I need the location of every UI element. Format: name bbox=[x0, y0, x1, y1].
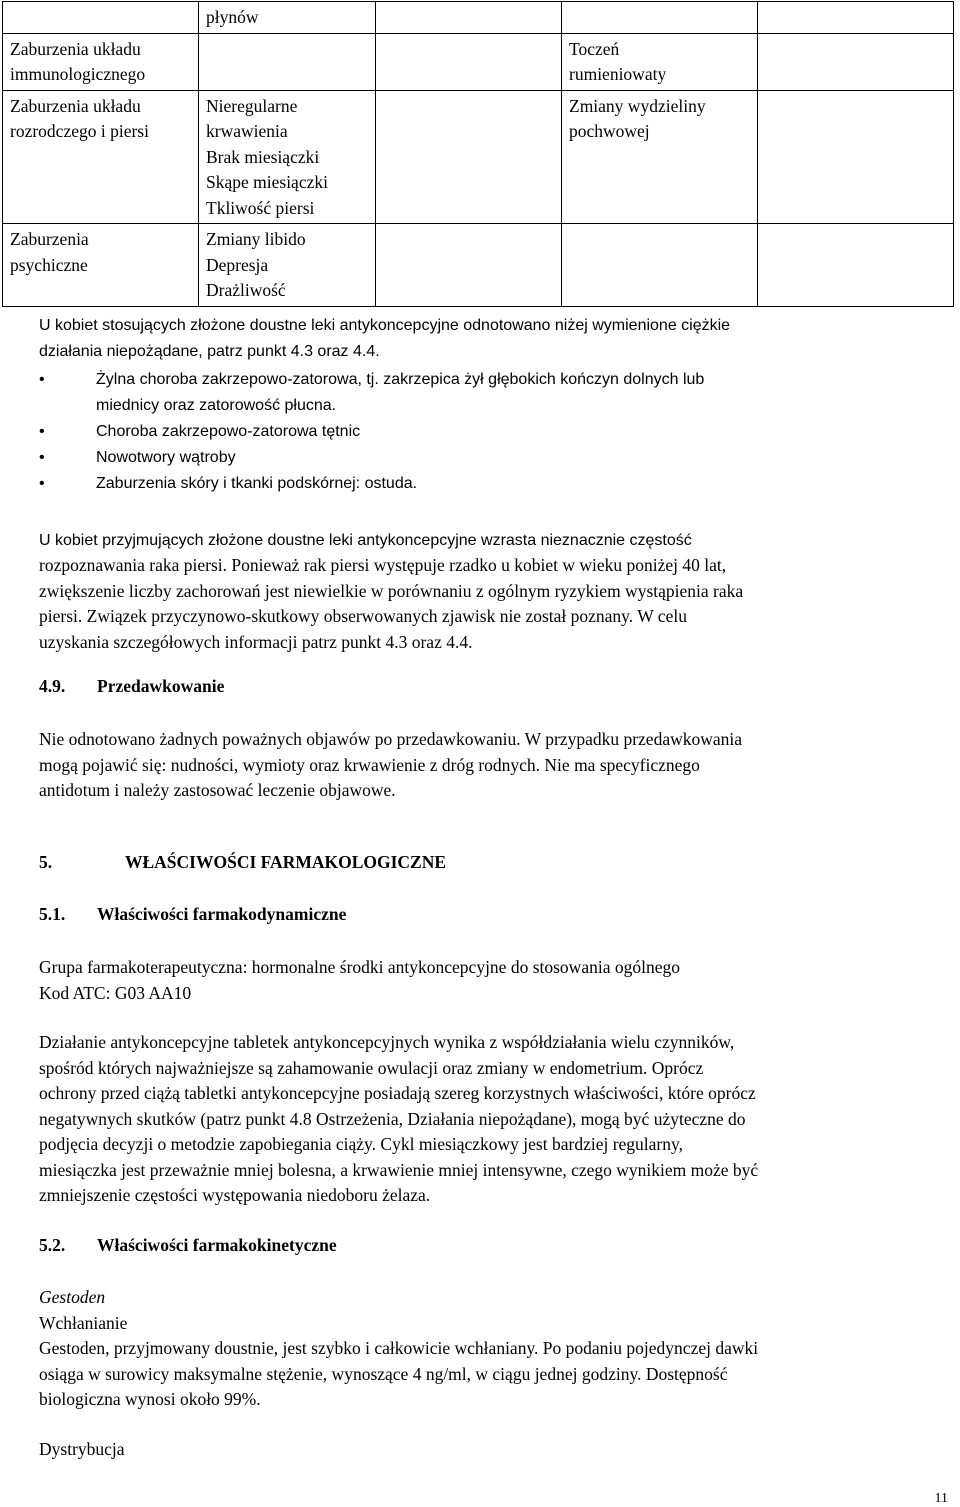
table-cell bbox=[3, 2, 199, 34]
section-title: Właściwości farmakodynamiczne bbox=[97, 904, 347, 924]
cell-text: Depresja bbox=[206, 254, 269, 275]
adverse-effects-list bbox=[39, 367, 919, 497]
table-cell bbox=[562, 33, 758, 90]
breast-cancer-paragraph bbox=[39, 528, 939, 554]
section-title: WŁAŚCIWOŚCI FARMAKOLOGICZNE bbox=[125, 852, 447, 872]
absorption-label: Wchłanianie bbox=[39, 1312, 128, 1333]
text-line: piersi. Związek przyczynowo-skutkowy obserwowanych zjawisk nie został poznany. W celu bbox=[39, 606, 687, 626]
list-item bbox=[39, 471, 919, 497]
cell-text: rumieniowaty bbox=[569, 64, 667, 84]
cell-text: Zmiany libido bbox=[206, 229, 306, 249]
table-cell bbox=[376, 224, 562, 307]
table-cell bbox=[758, 90, 954, 224]
text-line: miednicy oraz zatorowość płucna. bbox=[96, 397, 337, 414]
section-heading-5-1 bbox=[39, 904, 346, 925]
text-line: Żylna choroba zakrzepowo-zatorowa, tj. zakrzepica żył głębokich kończyn dolnych lub bbox=[96, 371, 705, 388]
section-number: 5.2. bbox=[39, 1235, 66, 1255]
list-item bbox=[39, 367, 919, 419]
table-cell bbox=[376, 33, 562, 90]
cell-text: krwawienia bbox=[206, 121, 288, 141]
cell-text: Zaburzenia układu bbox=[10, 38, 141, 59]
table-cell bbox=[758, 33, 954, 90]
table-cell bbox=[758, 2, 954, 34]
table-cell bbox=[199, 224, 376, 307]
section-title: Przedawkowanie bbox=[97, 676, 225, 696]
adverse-effects-table bbox=[2, 1, 954, 307]
page-number: 11 bbox=[934, 1491, 948, 1506]
table-cell bbox=[3, 90, 199, 224]
text-line: zmniejszenie częstości występowania niedoboru żelaza. bbox=[39, 1185, 431, 1205]
table-cell bbox=[562, 224, 758, 307]
text-line: Nowotwory wątroby bbox=[96, 449, 236, 466]
text-line: Zaburzenia skóry i tkanki podskórnej: ostuda. bbox=[96, 475, 418, 492]
cell-text: Tkliwość piersi bbox=[206, 197, 315, 218]
gestoden-subheading bbox=[39, 1285, 939, 1336]
text-line: U kobiet stosujących złożone doustne leki antykoncepcyjne odnotowano niżej wymienione ciężkie bbox=[39, 317, 731, 334]
bullet-icon: • bbox=[39, 449, 45, 466]
text-line: miesiączka jest przeważnie mniej bolesna, a krwawienie mniej intensywne, czego wynikiem może być bbox=[39, 1159, 759, 1180]
breast-cancer-paragraph-continued bbox=[39, 553, 939, 655]
cell-text: Skąpe miesiączki bbox=[206, 172, 328, 192]
cell-text: pochwowej bbox=[569, 121, 650, 141]
section-number: 5. bbox=[39, 852, 53, 872]
text-line: Grupa farmakoterapeutyczna: hormonalne środki antykoncepcyjne do stosowania ogólnego bbox=[39, 957, 680, 977]
section-heading-4-9 bbox=[39, 676, 224, 697]
table-cell bbox=[3, 33, 199, 90]
list-item bbox=[39, 445, 919, 471]
text-line: podjęcia decyzji o metodzie zapobiegania ciąży. Cykl miesiączkowy jest bardziej regularny, bbox=[39, 1134, 683, 1154]
bullet-icon: • bbox=[39, 423, 45, 440]
text-line: zwiększenie liczby zachorowań jest niewielkie w porównaniu z ogólnym ryzykiem wystąpienia raka bbox=[39, 580, 744, 601]
cell-text: płynów bbox=[206, 7, 259, 27]
contraceptive-action-paragraph bbox=[39, 1030, 939, 1209]
cell-text: Zaburzenia bbox=[10, 229, 89, 249]
text-line: rozpoznawania raka piersi. Ponieważ rak piersi występuje rzadko u kobiet w wieku poniżej 40 lat, bbox=[39, 555, 727, 575]
cell-text: psychiczne bbox=[10, 254, 88, 275]
text-line: Kod ATC: G03 AA10 bbox=[39, 982, 192, 1003]
overdose-paragraph bbox=[39, 727, 939, 804]
table-cell bbox=[758, 224, 954, 307]
section-heading-5 bbox=[39, 852, 446, 873]
text-line: ochrony przed ciążą tabletki antykoncepcyjne posiadają szereg korzystnych właściwości, które oprócz bbox=[39, 1083, 756, 1103]
table-cell bbox=[199, 33, 376, 90]
list-item bbox=[39, 419, 919, 445]
text-line: Gestoden, przyjmowany doustnie, jest szybko i całkowicie wchłaniany. Po podaniu pojedynczej dawki bbox=[39, 1338, 759, 1358]
text-line: negatywnych skutków (patrz punkt 4.8 Ostrzeżenia, Działania niepożądane), mogą być użyteczne do bbox=[39, 1108, 746, 1129]
cell-text: Toczeń bbox=[569, 38, 620, 59]
section-number: 4.9. bbox=[39, 676, 66, 696]
table-cell bbox=[376, 90, 562, 224]
text-line: osiąga w surowicy maksymalne stężenie, wynoszące 4 ng/ml, w ciągu jednej godziny. Dostępność bbox=[39, 1363, 728, 1384]
text-line: uzyskania szczegółowych informacji patrz punkt 4.3 oraz 4.4. bbox=[39, 631, 473, 652]
table-cell bbox=[199, 90, 376, 224]
table-row bbox=[3, 33, 954, 90]
text-line: U kobiet przyjmujących złożone doustne leki antykoncepcyjne wzrasta nieznacznie częstość bbox=[39, 532, 692, 549]
table-cell bbox=[3, 224, 199, 307]
pharmacotherapeutic-group-paragraph bbox=[39, 955, 939, 1006]
section-number: 5.1. bbox=[39, 904, 66, 924]
text-line: mogą pojawić się: nudności, wymioty oraz krwawienie z dróg rodnych. Nie ma specyficznego bbox=[39, 754, 700, 775]
text-line: antidotum i należy zastosować leczenie objawowe. bbox=[39, 780, 396, 800]
cell-text: Zmiany wydzieliny bbox=[569, 95, 706, 116]
text-line: Nie odnotowano żadnych poważnych objawów po przedawkowaniu. W przypadku przedawkowania bbox=[39, 729, 743, 749]
distribution-label: Dystrybucja bbox=[39, 1439, 125, 1459]
text-line: Działanie antykoncepcyjne tabletek antykoncepcyjnych wynika z współdziałania wielu czynników, bbox=[39, 1032, 735, 1052]
bullet-icon: • bbox=[39, 371, 45, 388]
table-row bbox=[3, 224, 954, 307]
bullet-icon: • bbox=[39, 475, 45, 492]
cell-text: Nieregularne bbox=[206, 95, 298, 116]
text-line: Choroba zakrzepowo-zatorowa tętnic bbox=[96, 423, 361, 440]
cell-text: immunologicznego bbox=[10, 64, 146, 84]
text-line: biologiczna wynosi około 99%. bbox=[39, 1389, 261, 1409]
text-line: spośród których najważniejsze są zahamowanie owulacji oraz zmiany w endometrium. Oprócz bbox=[39, 1057, 704, 1078]
cell-text: Zaburzenia układu bbox=[10, 95, 141, 116]
table-row bbox=[3, 90, 954, 224]
table-cell bbox=[562, 2, 758, 34]
table-cell bbox=[562, 90, 758, 224]
text-line: działania niepożądane, patrz punkt 4.3 oraz 4.4. bbox=[39, 342, 380, 360]
table-row bbox=[3, 2, 954, 34]
cell-text: Brak miesiączki bbox=[206, 146, 320, 167]
section-title: Właściwości farmakokinetyczne bbox=[97, 1235, 337, 1255]
cell-text: rozrodczego i piersi bbox=[10, 121, 149, 141]
cell-text: Drażliwość bbox=[206, 280, 286, 300]
table-cell bbox=[376, 2, 562, 34]
substance-name: Gestoden bbox=[39, 1287, 106, 1307]
table-cell bbox=[199, 2, 376, 34]
section-heading-5-2 bbox=[39, 1235, 337, 1256]
absorption-paragraph bbox=[39, 1336, 939, 1413]
intro-paragraph bbox=[39, 313, 939, 364]
